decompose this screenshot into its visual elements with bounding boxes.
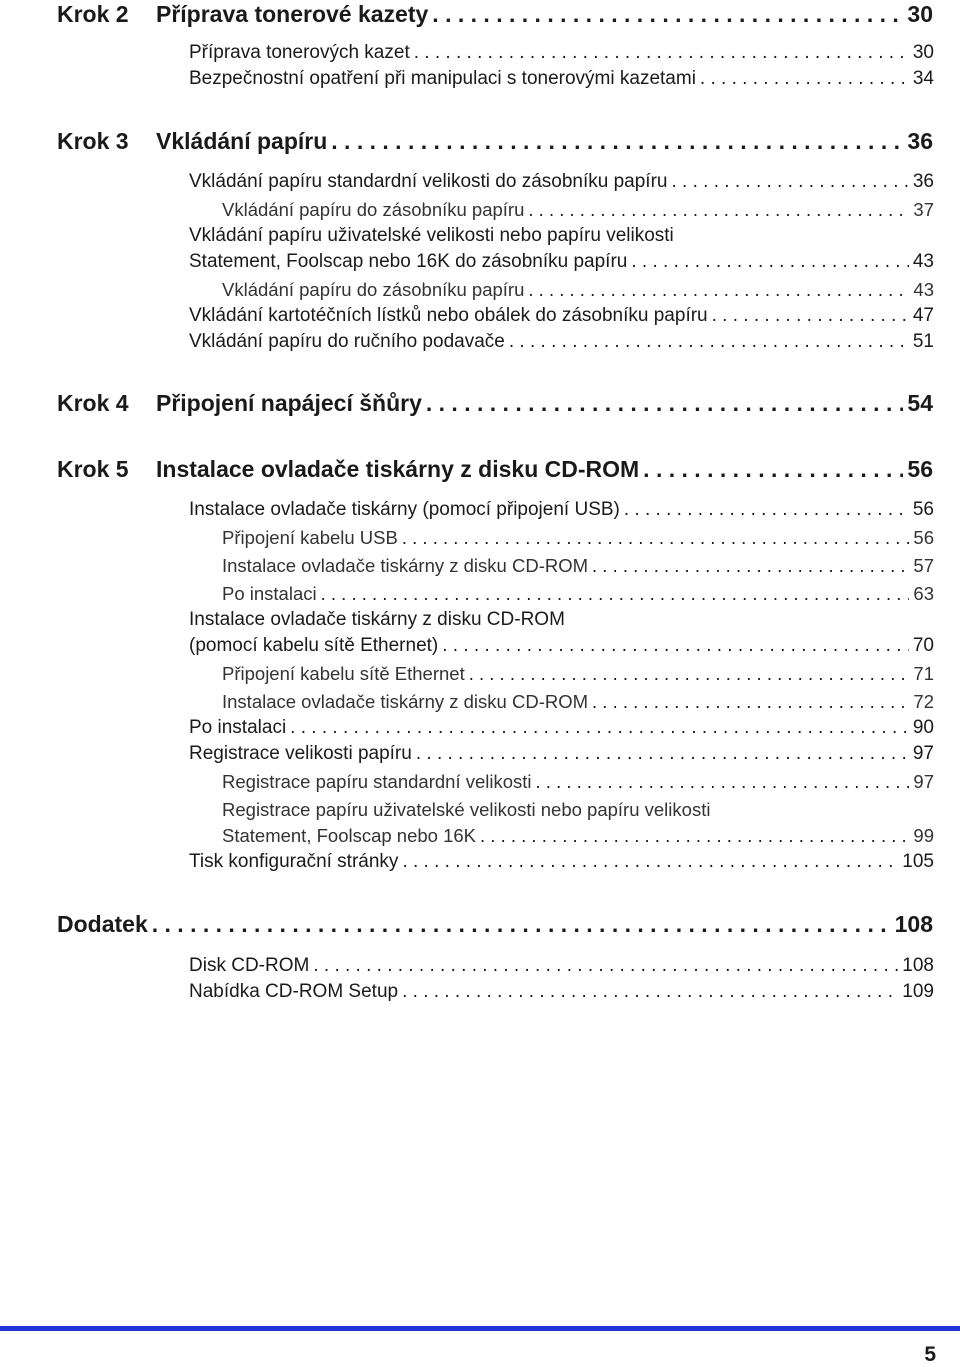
entry-title: Připojení kabelu sítě Ethernet [222, 663, 465, 684]
dot-leader [402, 527, 910, 549]
entry-title: Po instalaci [222, 583, 317, 604]
toc-subentry[interactable] [222, 771, 934, 793]
dot-leader [416, 743, 909, 765]
toc-entry[interactable] [189, 743, 934, 765]
entry-page: 56 [913, 527, 934, 548]
toc-entry[interactable] [189, 499, 934, 521]
toc-entry[interactable] [189, 68, 934, 90]
entry-page: 51 [912, 331, 934, 352]
chapter-page: 36 [907, 128, 933, 154]
dot-leader [700, 68, 909, 90]
entry-title-continued: Statement, Foolscap nebo 16K do zásobníku papíru [189, 251, 628, 272]
entry-title: Vkládání kartotéčních lístků nebo obálek do zásobníku papíru [189, 305, 708, 326]
entry-page: 70 [912, 635, 934, 656]
entry-title: Instalace ovladače tiskárny (pomocí připojení USB) [189, 499, 620, 520]
entry-page: 99 [913, 825, 934, 846]
entry-page: 56 [912, 499, 934, 520]
toc-subentry[interactable] [222, 199, 934, 221]
dot-leader [402, 851, 898, 873]
chapter-page: 54 [907, 390, 933, 416]
entry-title: Po instalaci [189, 717, 287, 738]
entry-title: Registrace papíru uživatelské velikosti nebo papíru velikosti [222, 799, 711, 820]
entry-title: Vkládání papíru do zásobníku papíru [222, 199, 525, 220]
toc-chapter[interactable] [57, 911, 933, 938]
entry-title: Instalace ovladače tiskárny z disku CD-ROM [222, 555, 589, 576]
entry-title: Vkládání papíru uživatelské velikosti nebo papíru velikosti [189, 225, 674, 246]
toc-entry[interactable] [189, 171, 934, 193]
entry-page: 108 [902, 955, 934, 976]
entry-title: Nabídka CD-ROM Setup [189, 981, 399, 1002]
entry-title: Vkládání papíru do ručního podavače [189, 331, 505, 352]
chapter-title: Připojení napájecí šňůry [156, 390, 422, 416]
toc-entry-line1[interactable] [189, 225, 934, 247]
dot-leader [536, 771, 910, 793]
entry-title: Připojení kabelu USB [222, 527, 398, 548]
entry-page: 63 [913, 583, 934, 604]
toc-entry[interactable] [189, 717, 934, 739]
entry-title: Bezpečnostní opatření při manipulaci s tonerovými kazetami [189, 68, 696, 89]
chapter-page: 56 [907, 456, 933, 482]
page-number: 5 [924, 1343, 936, 1366]
toc-subentry[interactable] [222, 583, 934, 605]
entry-title: Vkládání papíru standardní velikosti do zásobníku papíru [189, 171, 668, 192]
entry-title: Instalace ovladače tiskárny z disku CD-ROM [222, 691, 589, 712]
entry-title-continued: Statement, Foolscap nebo 16K [222, 825, 477, 846]
entry-title: Tisk konfigurační stránky [189, 851, 399, 872]
entry-title: Vkládání papíru do zásobníku papíru [222, 279, 525, 300]
toc-subentry-line2[interactable] [222, 825, 934, 847]
toc-chapter[interactable] [57, 1, 933, 28]
toc-subentry[interactable] [222, 691, 934, 713]
entry-page: 105 [902, 851, 934, 872]
dot-leader [402, 981, 898, 1003]
toc-entry[interactable] [189, 981, 934, 1003]
chapter-number: Krok 2 [57, 1, 129, 27]
entry-page: 57 [913, 555, 934, 576]
footer-rule [0, 1326, 960, 1331]
dot-leader [152, 911, 891, 938]
chapter-page: 108 [894, 911, 933, 937]
entry-page: 43 [913, 279, 934, 300]
dot-leader [592, 555, 909, 577]
toc-entry-line2[interactable] [189, 251, 934, 273]
toc-entry[interactable] [189, 955, 934, 977]
entry-title: Registrace velikosti papíru [189, 743, 412, 764]
toc-entry-line1[interactable] [189, 609, 934, 631]
toc-entry[interactable] [189, 305, 934, 327]
dot-leader [442, 635, 909, 657]
entry-page: 97 [913, 771, 934, 792]
toc-entry[interactable] [189, 331, 934, 353]
toc-chapter[interactable] [57, 456, 933, 483]
toc-subentry[interactable] [222, 527, 934, 549]
dot-leader [480, 825, 909, 847]
toc-chapter[interactable] [57, 128, 933, 155]
dot-leader [509, 331, 909, 353]
toc-entry[interactable] [189, 42, 934, 64]
chapter-page: 30 [907, 1, 933, 27]
dot-leader [313, 955, 898, 977]
dot-leader [426, 390, 904, 417]
chapter-title: Dodatek [57, 911, 148, 937]
toc-subentry[interactable] [222, 279, 934, 301]
dot-leader [712, 305, 909, 327]
dot-leader [331, 128, 903, 155]
toc-chapter[interactable] [57, 390, 933, 417]
dot-leader [321, 583, 910, 605]
chapter-title: Vkládání papíru [156, 128, 328, 154]
entry-page: 72 [913, 691, 934, 712]
entry-page: 43 [912, 251, 934, 272]
dot-leader [643, 456, 903, 483]
entry-title-continued: (pomocí kabelu sítě Ethernet) [189, 635, 439, 656]
toc-entry-line2[interactable] [189, 635, 934, 657]
dot-leader [624, 499, 909, 521]
dot-leader [528, 279, 909, 301]
chapter-number: Krok 3 [57, 128, 129, 154]
entry-page: 36 [912, 171, 934, 192]
entry-page: 71 [913, 663, 934, 684]
chapter-number: Krok 4 [57, 390, 129, 416]
dot-leader [432, 1, 903, 28]
entry-page: 47 [912, 305, 934, 326]
entry-title: Instalace ovladače tiskárny z disku CD-ROM [189, 609, 565, 630]
entry-page: 34 [912, 68, 934, 89]
entry-title: Registrace papíru standardní velikosti [222, 771, 532, 792]
chapter-title: Instalace ovladače tiskárny z disku CD-ROM [156, 456, 640, 482]
entry-page: 90 [912, 717, 934, 738]
dot-leader [631, 251, 909, 273]
entry-page: 109 [902, 981, 934, 1002]
dot-leader [671, 171, 908, 193]
entry-page: 37 [913, 199, 934, 220]
entry-title: Disk CD-ROM [189, 955, 310, 976]
dot-leader [290, 717, 909, 739]
toc-subentry[interactable] [222, 555, 934, 577]
entry-title: Příprava tonerových kazet [189, 42, 410, 63]
toc-subentry[interactable] [222, 663, 934, 685]
dot-leader [592, 691, 909, 713]
entry-page: 30 [912, 42, 934, 63]
dot-leader [414, 42, 909, 64]
chapter-title: Příprava tonerové kazety [156, 1, 429, 27]
dot-leader [469, 663, 910, 685]
chapter-number: Krok 5 [57, 456, 129, 482]
dot-leader [528, 199, 909, 221]
toc-subentry-line1[interactable] [222, 799, 934, 821]
entry-page: 97 [912, 743, 934, 764]
toc-entry[interactable] [189, 851, 934, 873]
